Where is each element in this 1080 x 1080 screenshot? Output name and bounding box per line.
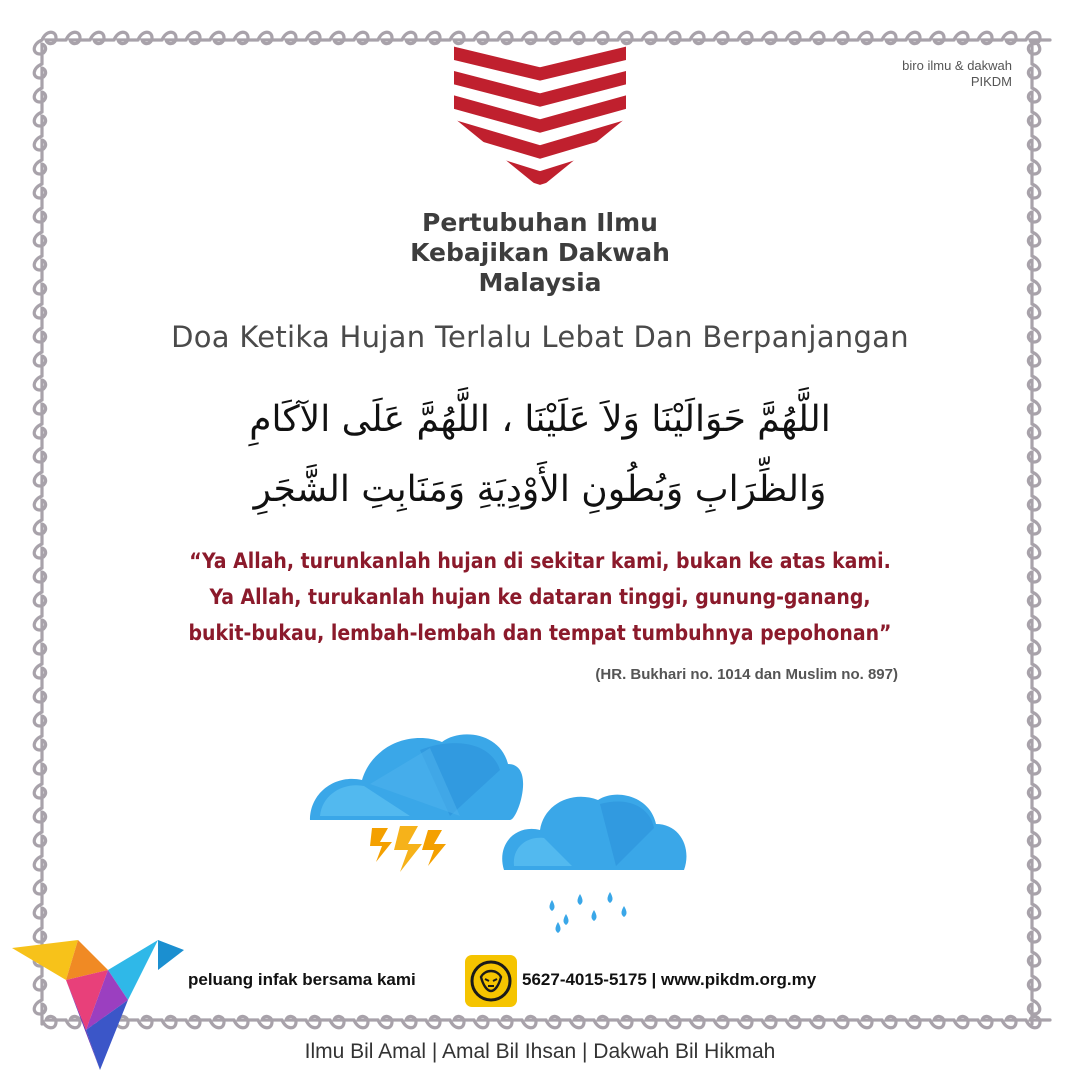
prayer-translation [120, 543, 960, 651]
organization-line1: Pertubuhan Ilmu [422, 208, 658, 237]
donate-label: peluang infak bersama kami [188, 970, 416, 989]
translation-line1: “Ya Allah, turunkanlah hujan di sekitar kami, bukan ke atas kami. [189, 549, 891, 573]
corner-note [902, 58, 1012, 90]
rain-cloud-icon [502, 795, 686, 933]
corner-note-line2: PIKDM [970, 74, 1012, 89]
storm-cloud-icon [310, 734, 523, 872]
footer-tagline: Ilmu Bil Amal | Amal Bil Ihsan | Dakwah Bil Hikmah [304, 1040, 776, 1063]
translation-line3: bukit-bukau, lembah-lembah dan tempat tumbuhnya pepohonan” [188, 621, 892, 645]
arabic-line1: اللَّهُمَّ حَوَالَيْنَا وَلاَ عَلَيْنَا ، اللَّهُمَّ عَلَى الآكَامِ [249, 399, 831, 440]
arabic-line2: وَالظِّرَابِ وَبُطُونِ الأَوْدِيَةِ وَمَنَابِتِ الشَّجَرِ [253, 469, 827, 510]
heart-chevron-logo-icon [432, 38, 648, 198]
hadith-source: (HR. Bukhari no. 1014 dan Muslim no. 897) [595, 666, 898, 683]
organization-line2: Kebajikan Dakwah [410, 238, 670, 267]
maybank-tiger-icon [465, 955, 517, 1007]
organization-name [300, 208, 780, 298]
weather-illustration [300, 720, 700, 940]
arabic-prayer [120, 385, 960, 525]
organization-line3: Malaysia [478, 268, 602, 297]
account-info: 5627-4015-5175 | www.pikdm.org.my [522, 970, 817, 989]
page-title: Doa Ketika Hujan Terlalu Lebat Dan Berpanjangan [171, 320, 909, 354]
corner-note-line1: biro ilmu & dakwah [902, 58, 1012, 73]
translation-line2: Ya Allah, turukanlah hujan ke dataran tinggi, gunung-ganang, [209, 585, 871, 609]
